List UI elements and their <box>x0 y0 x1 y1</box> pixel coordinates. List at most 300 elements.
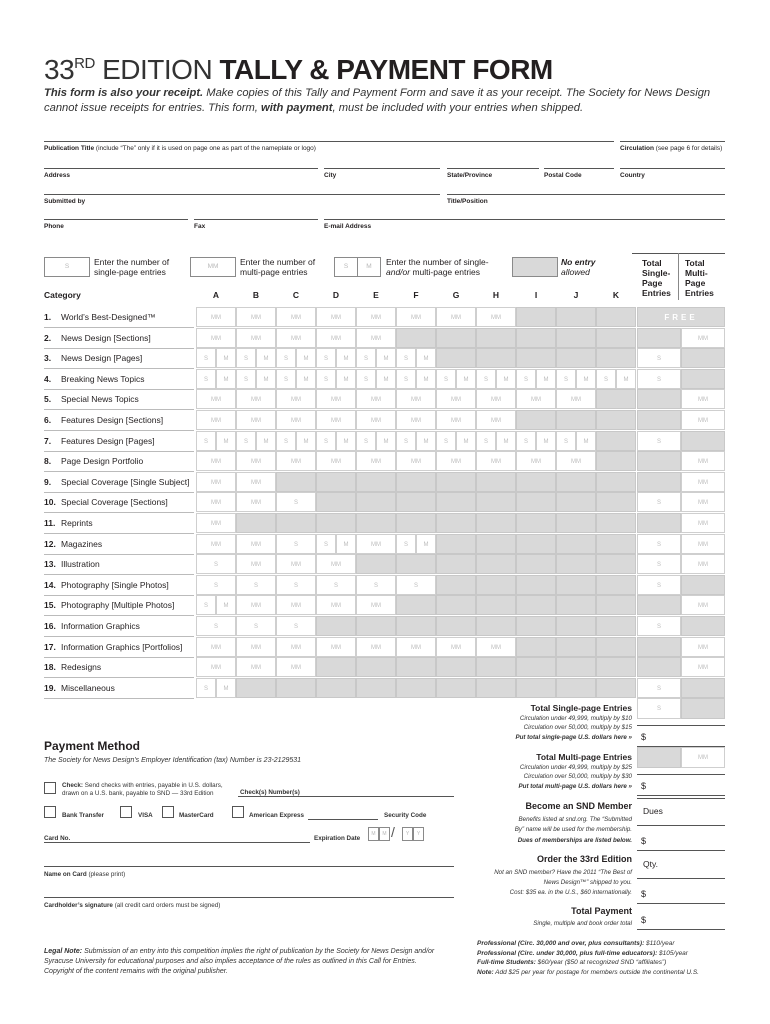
entry-cell-7-c-s[interactable]: S <box>276 431 296 451</box>
entry-cell-8-f[interactable]: MM <box>396 451 436 471</box>
entry-cell-1-c[interactable]: MM <box>276 307 316 327</box>
entry-cell-19-e <box>356 678 396 698</box>
entry-cell-3-c-m[interactable]: M <box>296 348 316 368</box>
entry-cell-4-e-s[interactable]: S <box>356 369 376 389</box>
exp-month-2[interactable]: M <box>379 827 390 841</box>
entry-cell-10-b[interactable]: MM <box>236 492 276 512</box>
entry-cell-4-c-s[interactable]: S <box>276 369 296 389</box>
entry-cell-4-b-m[interactable]: M <box>256 369 276 389</box>
entry-cell-4-i-m[interactable]: M <box>536 369 556 389</box>
exp-slash: / <box>391 824 395 840</box>
entry-cell-14-f[interactable]: S <box>396 575 436 595</box>
entry-cell-16-k <box>596 616 636 636</box>
entry-cell-6-b[interactable]: MM <box>236 410 276 430</box>
legend-single-label: Enter the number of single-page entries <box>94 257 170 277</box>
exp-month-1[interactable]: M <box>368 827 379 841</box>
entry-cell-3-e-s[interactable]: S <box>356 348 376 368</box>
entry-cell-16-c[interactable]: S <box>276 616 316 636</box>
entry-cell-5-j[interactable]: MM <box>556 389 596 409</box>
entry-cell-7-g-m[interactable]: M <box>456 431 476 451</box>
entry-cell-17-f[interactable]: MM <box>396 637 436 657</box>
entry-cell-4-h-s[interactable]: S <box>476 369 496 389</box>
entry-cell-3-a-s[interactable]: S <box>196 348 216 368</box>
entry-cell-3-j <box>556 348 596 368</box>
entry-cell-11-i <box>516 513 556 533</box>
entry-cell-4-b-s[interactable]: S <box>236 369 256 389</box>
category-row-label: 10. Special Coverage [Sections] <box>44 497 168 508</box>
entry-cell-14-a[interactable]: S <box>196 575 236 595</box>
single-total-na <box>681 698 725 719</box>
entry-cell-1-f[interactable]: MM <box>396 307 436 327</box>
entry-cell-7-j-s[interactable]: S <box>556 431 576 451</box>
total-multi-11[interactable]: MM <box>681 513 725 533</box>
entry-cell-4-d-s[interactable]: S <box>316 369 336 389</box>
entry-cell-3-i <box>516 348 556 368</box>
entry-cell-3-b-m[interactable]: M <box>256 348 276 368</box>
order-info-1: Not an SND member? Have the 2011 “The Best of <box>494 869 632 876</box>
column-header-e: E <box>373 290 379 300</box>
entry-cell-6-d[interactable]: MM <box>316 410 356 430</box>
column-header-g: G <box>452 290 460 300</box>
category-row-label: 18. Redesigns <box>44 662 102 673</box>
entry-cell-5-f[interactable]: MM <box>396 389 436 409</box>
total-multi-12[interactable]: MM <box>681 534 725 554</box>
check-checkbox[interactable] <box>44 782 56 794</box>
entry-cell-7-a-s[interactable]: S <box>196 431 216 451</box>
entry-cell-13-j <box>556 554 596 574</box>
visa-checkbox[interactable] <box>120 806 132 818</box>
entry-cell-1-d[interactable]: MM <box>316 307 356 327</box>
entry-cell-5-e[interactable]: MM <box>356 389 396 409</box>
entry-cell-9-k <box>596 472 636 492</box>
member-dollars[interactable]: $ <box>637 825 725 851</box>
state-field[interactable]: State/Province <box>447 172 493 179</box>
entry-cell-2-e[interactable]: MM <box>356 328 396 348</box>
entry-cell-4-e-m[interactable]: M <box>376 369 396 389</box>
entry-cell-16-e <box>356 616 396 636</box>
entry-cell-5-g[interactable]: MM <box>436 389 476 409</box>
mastercard-checkbox[interactable] <box>162 806 174 818</box>
entry-cell-7-j-m[interactable]: M <box>576 431 596 451</box>
entry-cell-3-b-s[interactable]: S <box>236 348 256 368</box>
entry-cell-8-c[interactable]: MM <box>276 451 316 471</box>
entry-cell-1-i <box>516 307 556 327</box>
entry-cell-14-b[interactable]: S <box>236 575 276 595</box>
total-multi-header: Total Multi-Page Entries <box>685 258 714 298</box>
total-single-19[interactable]: S <box>637 678 681 698</box>
entry-cell-18-j <box>556 657 596 677</box>
entry-cell-7-f-s[interactable]: S <box>396 431 416 451</box>
entry-cell-14-d[interactable]: S <box>316 575 356 595</box>
entry-cell-15-b[interactable]: MM <box>236 595 276 615</box>
entry-cell-12-b[interactable]: MM <box>236 534 276 554</box>
entry-cell-2-j <box>556 328 596 348</box>
entry-cell-7-h-m[interactable]: M <box>496 431 516 451</box>
total-single-2 <box>637 328 681 348</box>
entry-cell-15-c[interactable]: MM <box>276 595 316 615</box>
category-row-label: 17. Information Graphics [Portfolios] <box>44 641 183 652</box>
total-single-12[interactable]: S <box>637 534 681 554</box>
entry-cell-1-h[interactable]: MM <box>476 307 516 327</box>
entry-cell-5-c[interactable]: MM <box>276 389 316 409</box>
entry-cell-9-a[interactable]: MM <box>196 472 236 492</box>
entry-cell-3-e-m[interactable]: M <box>376 348 396 368</box>
entry-cell-13-c[interactable]: MM <box>276 554 316 574</box>
entry-cell-19-a-s[interactable]: S <box>196 678 216 698</box>
order-info-3: Cost: $35 ea. in the U.S., $60 internationally. <box>509 889 632 896</box>
entry-cell-8-g[interactable]: MM <box>436 451 476 471</box>
column-header-c: C <box>292 290 300 300</box>
category-row-label: 13. Illustration <box>44 559 100 570</box>
submitted-by-field[interactable]: Submitted by <box>44 198 86 205</box>
entry-cell-7-i-m[interactable]: M <box>536 431 556 451</box>
entry-cell-2-d[interactable]: MM <box>316 328 356 348</box>
entry-cell-6-f[interactable]: MM <box>396 410 436 430</box>
total-multi-9[interactable]: MM <box>681 472 725 492</box>
legend-m-box: M <box>357 257 381 277</box>
entry-cell-4-f-s[interactable]: S <box>396 369 416 389</box>
entry-cell-19-j <box>556 678 596 698</box>
entry-cell-17-c[interactable]: MM <box>276 637 316 657</box>
total-single-4[interactable]: S <box>637 369 681 389</box>
total-multi-8[interactable]: MM <box>681 451 725 471</box>
entry-cell-4-g-m[interactable]: M <box>456 369 476 389</box>
entry-cell-11-h <box>476 513 516 533</box>
category-row-label: 8. Page Design Portfolio <box>44 456 144 467</box>
member-dues-field[interactable]: Dues <box>637 798 725 825</box>
total-payment-dollars[interactable]: $ <box>637 905 725 930</box>
entry-cell-3-f-m[interactable]: M <box>416 348 436 368</box>
multi-rate-over: Circulation over 50,000, multiply by $30 <box>523 773 632 780</box>
entry-cell-14-i <box>516 575 556 595</box>
total-single-9 <box>637 472 681 492</box>
entry-cell-17-b[interactable]: MM <box>236 637 276 657</box>
entry-cell-2-b[interactable]: MM <box>236 328 276 348</box>
entry-cell-7-f-m[interactable]: M <box>416 431 436 451</box>
entry-cell-10-c[interactable]: S <box>276 492 316 512</box>
entry-cell-11-g <box>436 513 476 533</box>
entry-cell-17-h[interactable]: MM <box>476 637 516 657</box>
amex-checkbox[interactable] <box>232 806 244 818</box>
entry-cell-14-h <box>476 575 516 595</box>
mastercard-label: MasterCard <box>179 812 214 819</box>
entry-cell-13-e <box>356 554 396 574</box>
check-number-field[interactable]: Check(s) Number(s) <box>240 789 300 796</box>
entry-cell-3-h <box>476 348 516 368</box>
entry-cell-8-d[interactable]: MM <box>316 451 356 471</box>
entry-cell-8-j[interactable]: MM <box>556 451 596 471</box>
total-single-13[interactable]: S <box>637 554 681 574</box>
single-rate-under: Circulation under 49,999, multiply by $10 <box>519 715 632 722</box>
entry-cell-12-e[interactable]: MM <box>356 534 396 554</box>
entry-cell-7-b-m[interactable]: M <box>256 431 276 451</box>
entry-cell-4-g-s[interactable]: S <box>436 369 456 389</box>
total-multi-2[interactable]: MM <box>681 328 725 348</box>
entry-cell-16-a[interactable]: S <box>196 616 236 636</box>
entry-cell-13-a[interactable]: S <box>196 554 236 574</box>
entry-cell-7-b-s[interactable]: S <box>236 431 256 451</box>
entry-cell-3-a-m[interactable]: M <box>216 348 236 368</box>
entry-cell-17-g[interactable]: MM <box>436 637 476 657</box>
entry-cell-6-c[interactable]: MM <box>276 410 316 430</box>
entry-cell-6-g[interactable]: MM <box>436 410 476 430</box>
entry-cell-2-f <box>396 328 436 348</box>
title-position-field[interactable]: Title/Position <box>447 198 488 205</box>
category-row-label: 15. Photography [Multiple Photos] <box>44 600 175 611</box>
order-qty-field[interactable]: Qty. <box>643 859 658 869</box>
entry-cell-10-e <box>356 492 396 512</box>
entry-cell-6-a[interactable]: MM <box>196 410 236 430</box>
entry-cell-4-f-m[interactable]: M <box>416 369 436 389</box>
entry-cell-7-d-s[interactable]: S <box>316 431 336 451</box>
entry-cell-3-d-m[interactable]: M <box>336 348 356 368</box>
entry-cell-3-g <box>436 348 476 368</box>
category-row-label: 16. Information Graphics <box>44 621 140 631</box>
entry-cell-7-i-s[interactable]: S <box>516 431 536 451</box>
entry-cell-16-b[interactable]: S <box>236 616 276 636</box>
entry-cell-1-g[interactable]: MM <box>436 307 476 327</box>
total-multi-16 <box>681 616 725 636</box>
category-row-label: 6. Features Design [Sections] <box>44 415 164 425</box>
name-on-card-field[interactable]: Name on Card (please print) <box>44 871 126 878</box>
multi-total-dollars[interactable]: $ <box>637 774 725 796</box>
entry-cell-13-i <box>516 554 556 574</box>
bank-transfer-label: Bank Transfer <box>62 812 104 819</box>
entry-cell-16-f <box>396 616 436 636</box>
entry-cell-12-f-s[interactable]: S <box>396 534 416 554</box>
member-info-1: Benefits listed at snd.org. The “Submitted <box>518 816 632 823</box>
entry-cell-1-a[interactable]: MM <box>196 307 236 327</box>
entry-cell-19-b <box>236 678 276 698</box>
entry-cell-6-e[interactable]: MM <box>356 410 396 430</box>
member-info-2: By” name will be used for the membership. <box>514 826 632 833</box>
entry-cell-7-c-m[interactable]: M <box>296 431 316 451</box>
entry-cell-18-a[interactable]: MM <box>196 657 236 677</box>
signature-field[interactable]: Cardholder’s signature (all credit card orders must be signed) <box>44 902 221 909</box>
payment-method-title: Payment Method <box>44 739 141 753</box>
total-multi-15[interactable]: MM <box>681 595 725 615</box>
entry-cell-2-k <box>596 328 636 348</box>
entry-cell-13-f <box>396 554 436 574</box>
exp-year-1[interactable]: Y <box>402 827 413 841</box>
entry-cell-5-h[interactable]: MM <box>476 389 516 409</box>
total-multi-5[interactable]: MM <box>681 389 725 409</box>
entry-cell-3-d-s[interactable]: S <box>316 348 336 368</box>
entry-cell-15-k <box>596 595 636 615</box>
column-header-a: A <box>212 290 220 300</box>
entry-cell-4-j-m[interactable]: M <box>576 369 596 389</box>
entry-cell-8-i[interactable]: MM <box>516 451 556 471</box>
entry-cell-12-f-m[interactable]: M <box>416 534 436 554</box>
entry-cell-1-j <box>556 307 596 327</box>
category-row-label: 19. Miscellaneous <box>44 682 115 693</box>
entry-cell-15-a-s[interactable]: S <box>196 595 216 615</box>
category-row-label: 5. Special News Topics <box>44 394 139 405</box>
entry-cell-8-a[interactable]: MM <box>196 451 236 471</box>
total-multi-6[interactable]: MM <box>681 410 725 430</box>
entry-cell-13-d[interactable]: MM <box>316 554 356 574</box>
free-cell: FREE <box>637 307 725 327</box>
total-multi-13[interactable]: MM <box>681 554 725 574</box>
entry-cell-2-c[interactable]: MM <box>276 328 316 348</box>
total-multi-17[interactable]: MM <box>681 637 725 657</box>
single-total-count[interactable]: S <box>637 698 681 719</box>
entry-cell-6-i <box>516 410 556 430</box>
entry-cell-3-c-s[interactable]: S <box>276 348 296 368</box>
entry-cell-5-d[interactable]: MM <box>316 389 356 409</box>
entry-cell-10-i <box>516 492 556 512</box>
entry-cell-9-i <box>516 472 556 492</box>
entry-cell-18-c[interactable]: MM <box>276 657 316 677</box>
city-field[interactable]: City <box>324 172 337 179</box>
entry-cell-2-a[interactable]: MM <box>196 328 236 348</box>
total-single-14[interactable]: S <box>637 575 681 595</box>
entry-cell-5-i[interactable]: MM <box>516 389 556 409</box>
entry-cell-16-h <box>476 616 516 636</box>
entry-cell-7-d-m[interactable]: M <box>336 431 356 451</box>
entry-cell-17-d[interactable]: MM <box>316 637 356 657</box>
entry-cell-9-b[interactable]: MM <box>236 472 276 492</box>
entry-cell-15-d[interactable]: MM <box>316 595 356 615</box>
order-dollars[interactable]: $ <box>637 878 725 904</box>
fax-field[interactable]: Fax <box>194 223 206 230</box>
multi-total-count[interactable]: MM <box>681 747 725 768</box>
entry-cell-17-e[interactable]: MM <box>356 637 396 657</box>
security-code-field[interactable] <box>308 805 378 820</box>
entry-cell-7-g-s[interactable]: S <box>436 431 456 451</box>
entry-cell-1-e[interactable]: MM <box>356 307 396 327</box>
entry-cell-5-b[interactable]: MM <box>236 389 276 409</box>
entry-cell-13-g <box>436 554 476 574</box>
entry-cell-15-e[interactable]: MM <box>356 595 396 615</box>
entry-cell-10-a[interactable]: MM <box>196 492 236 512</box>
entry-cell-4-c-m[interactable]: M <box>296 369 316 389</box>
legend-no-entry-label: No entry allowed <box>561 257 596 277</box>
entry-cell-12-c[interactable]: S <box>276 534 316 554</box>
entry-cell-8-h[interactable]: MM <box>476 451 516 471</box>
entry-cell-12-k <box>596 534 636 554</box>
entry-cell-11-j <box>556 513 596 533</box>
entry-cell-16-g <box>436 616 476 636</box>
security-code-label: Security Code <box>384 812 427 819</box>
entry-cell-19-a-m[interactable]: M <box>216 678 236 698</box>
total-multi-18[interactable]: MM <box>681 657 725 677</box>
entry-cell-4-i-s[interactable]: S <box>516 369 536 389</box>
entry-cell-19-f <box>396 678 436 698</box>
entry-cell-14-e[interactable]: S <box>356 575 396 595</box>
entry-cell-18-f <box>396 657 436 677</box>
phone-field[interactable]: Phone <box>44 223 64 230</box>
total-multi-title: Total Multi-page Entries <box>536 752 632 762</box>
entry-cell-8-k <box>596 451 636 471</box>
country-field[interactable]: Country <box>620 172 645 179</box>
legal-note: Legal Note: Submission of an entry into this competition implies the right of publication by the Society for News Design and/or Syracuse University for educational purposes and also implies acceptance of the rules as outlined in this Call for Entries. Copyright of the content remains with the original publisher. <box>44 948 435 975</box>
category-row-label: 14. Photography [Single Photos] <box>44 579 169 590</box>
entry-cell-5-k <box>596 389 636 409</box>
check-instructions: Check: Send checks with entries, payable in U.S. dollars, drawn on a U.S. bank, payable to SND — 33rd Edition <box>62 782 223 797</box>
category-row-label: 9. Special Coverage [Single Subject] <box>44 476 190 487</box>
entry-cell-4-k-s[interactable]: S <box>596 369 616 389</box>
entry-cell-4-j-s[interactable]: S <box>556 369 576 389</box>
total-single-3[interactable]: S <box>637 348 681 368</box>
entry-cell-7-h-s[interactable]: S <box>476 431 496 451</box>
entry-cell-6-h[interactable]: MM <box>476 410 516 430</box>
entry-cell-18-b[interactable]: MM <box>236 657 276 677</box>
total-single-6 <box>637 410 681 430</box>
single-total-dollars[interactable]: $ <box>637 725 725 747</box>
entry-cell-3-k <box>596 348 636 368</box>
entry-cell-14-k <box>596 575 636 595</box>
amex-label: American Express <box>249 812 304 819</box>
total-multi-10[interactable]: MM <box>681 492 725 512</box>
entry-cell-9-c <box>276 472 316 492</box>
entry-cell-12-a[interactable]: MM <box>196 534 236 554</box>
entry-cell-12-d-m[interactable]: M <box>336 534 356 554</box>
total-single-title: Total Single-page Entries <box>530 703 632 713</box>
entry-cell-2-h <box>476 328 516 348</box>
publication-title-field[interactable]: Publication Title (include “The” only if it is used on page one as part of the nameplate or logo) <box>44 145 316 152</box>
entry-cell-11-c <box>276 513 316 533</box>
total-single-10[interactable]: S <box>637 492 681 512</box>
entry-cell-13-k <box>596 554 636 574</box>
entry-cell-11-a[interactable]: MM <box>196 513 236 533</box>
exp-year-2[interactable]: Y <box>413 827 424 841</box>
entry-cell-4-h-m[interactable]: M <box>496 369 516 389</box>
entry-cell-7-e-s[interactable]: S <box>356 431 376 451</box>
entry-cell-8-b[interactable]: MM <box>236 451 276 471</box>
card-number-field[interactable]: Card No. <box>44 835 71 842</box>
circulation-field[interactable]: Circulation (see page 6 for details) <box>620 145 723 152</box>
entry-cell-4-d-m[interactable]: M <box>336 369 356 389</box>
total-single-7[interactable]: S <box>637 431 681 451</box>
entry-cell-9-h <box>476 472 516 492</box>
address-field[interactable]: Address <box>44 172 71 179</box>
entry-cell-17-a[interactable]: MM <box>196 637 236 657</box>
entry-cell-14-c[interactable]: S <box>276 575 316 595</box>
entry-cell-18-g <box>436 657 476 677</box>
total-single-16[interactable]: S <box>637 616 681 636</box>
entry-cell-2-i <box>516 328 556 348</box>
entry-cell-4-a-s[interactable]: S <box>196 369 216 389</box>
legend-single-box: S <box>44 257 90 277</box>
entry-cell-1-b[interactable]: MM <box>236 307 276 327</box>
category-row-label: 12. Magazines <box>44 538 103 549</box>
bank-transfer-checkbox[interactable] <box>44 806 56 818</box>
email-field[interactable]: E-mail Address <box>324 223 372 230</box>
column-header-d: D <box>332 290 340 300</box>
entry-cell-12-d-s[interactable]: S <box>316 534 336 554</box>
total-single-18 <box>637 657 681 677</box>
entry-cell-7-e-m[interactable]: M <box>376 431 396 451</box>
total-multi-4 <box>681 369 725 389</box>
entry-cell-4-k-m[interactable]: M <box>616 369 636 389</box>
entry-cell-19-c <box>276 678 316 698</box>
entry-cell-19-g <box>436 678 476 698</box>
entry-cell-13-b[interactable]: MM <box>236 554 276 574</box>
total-single-5 <box>637 389 681 409</box>
entry-cell-5-a[interactable]: MM <box>196 389 236 409</box>
entry-cell-15-a-m[interactable]: M <box>216 595 236 615</box>
total-single-17 <box>637 637 681 657</box>
postal-field[interactable]: Postal Code <box>544 172 582 179</box>
column-header-f: F <box>413 290 419 300</box>
entry-cell-7-k <box>596 431 636 451</box>
entry-cell-3-f-s[interactable]: S <box>396 348 416 368</box>
entry-cell-4-a-m[interactable]: M <box>216 369 236 389</box>
entry-cell-8-e[interactable]: MM <box>356 451 396 471</box>
total-multi-14 <box>681 575 725 595</box>
entry-cell-7-a-m[interactable]: M <box>216 431 236 451</box>
